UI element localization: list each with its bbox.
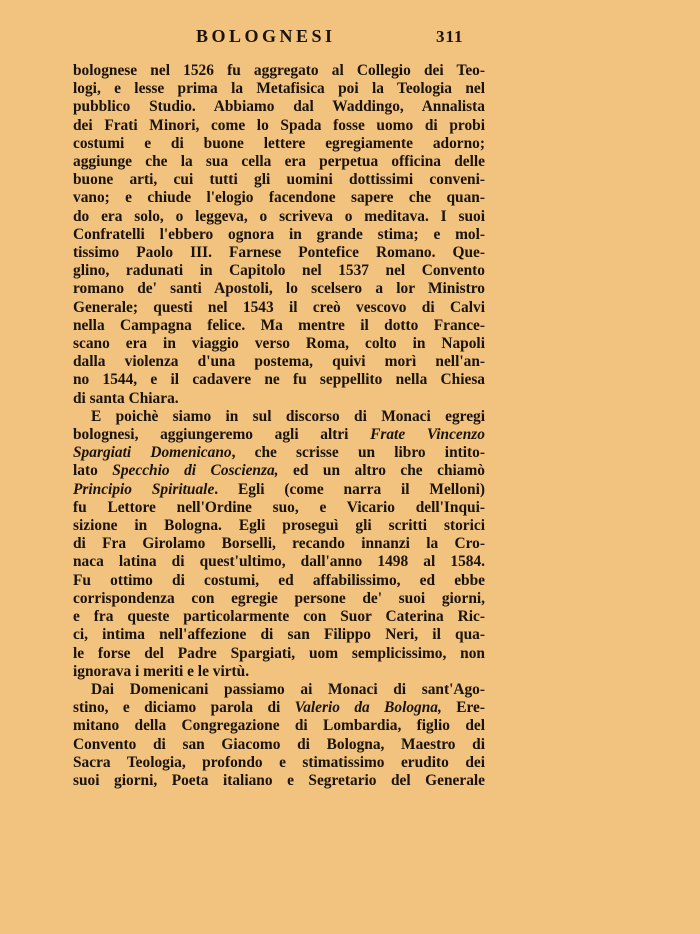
text-run: E poichè siamo in sul discorso di Monaci egregi: [91, 407, 485, 425]
text-line: [73, 426, 485, 444]
text-line: [73, 717, 485, 735]
text-run: . Egli (come narra il Melloni): [214, 480, 485, 498]
text-run: Confratelli l'ebbero ognora in grande stima; e mol-: [73, 225, 485, 243]
text-run: pubblico Studio. Abbiamo dal Waddingo, Annalista: [73, 98, 485, 116]
text-line: [73, 62, 485, 80]
text-run: corrispondenza con egregie persone de' suoi giorni,: [73, 589, 485, 607]
text-run: Convento di san Giacomo di Bologna, Maestro di: [73, 735, 485, 753]
text-line: [73, 371, 485, 389]
text-run: suoi giorni, Poeta italiano e Segretario del Generale: [73, 771, 485, 789]
text-line: [73, 171, 485, 189]
text-line: [73, 262, 485, 280]
text-run: di santa Chiara.: [73, 389, 179, 407]
text-run: tissimo Paolo III. Farnese Pontefice Romano. Que-: [73, 244, 485, 262]
text-line: [73, 135, 485, 153]
text-line: [73, 772, 485, 790]
page-header: [0, 26, 700, 52]
text-line: [73, 736, 485, 754]
paragraph: [73, 408, 485, 681]
text-line: [73, 572, 485, 590]
text-run: le forse del Padre Spargiati, uom semplicissimo, non: [73, 644, 485, 662]
text-run: ci, intima nell'affezione di san Filippo Neri, il qua-: [73, 626, 485, 644]
running-title: BOLOGNESI: [196, 26, 336, 46]
text-run: lato: [73, 462, 113, 480]
text-line: [73, 335, 485, 353]
text-line: [73, 226, 485, 244]
text-line: [73, 462, 485, 480]
text-run: bolognesi, aggiungeremo agli altri: [73, 426, 371, 444]
text-line: [73, 98, 485, 116]
text-run: naca latina di quest'ultimo, dall'anno 1498 al 1584.: [73, 553, 485, 571]
text-line: [73, 626, 485, 644]
text-line: [73, 645, 485, 663]
text-run: bolognese nel 1526 fu aggregato al Collegio dei Teo-: [73, 62, 485, 79]
page-number: 311: [436, 27, 464, 46]
text-run: mitano della Congregazione di Lombardia, figlio del: [73, 717, 485, 735]
italic-run: Principio Spirituale: [73, 480, 215, 498]
italic-run: Spargiati Domenicano: [73, 444, 232, 462]
text-line: [73, 153, 485, 171]
text-run: Generale; questi nel 1543 il creò vescovo di Calvi: [73, 298, 485, 316]
text-line: [73, 481, 485, 499]
text-line: [73, 280, 485, 298]
text-run: do era solo, o leggeva, o scriveva o meditava. I suoi: [73, 207, 485, 225]
text-line: [73, 80, 485, 98]
paragraph: [73, 681, 485, 790]
text-line: [73, 608, 485, 626]
text-run: logi, e lesse prima la Metafisica poi la Teologia nel: [73, 80, 485, 98]
text-run: ignorava i meriti e le virtù.: [73, 662, 250, 680]
text-run: scano era in viaggio verso Roma, colto in Napoli: [73, 335, 485, 353]
text-run: Ere-: [441, 699, 486, 717]
text-line: [73, 444, 485, 462]
text-line: [73, 299, 485, 317]
text-run: stino, e diciamo parola di: [73, 699, 295, 717]
text-run: vano; e chiude l'elogio facendone sapere che quan-: [73, 189, 485, 207]
text-line: [73, 681, 485, 699]
text-line: [73, 390, 485, 408]
text-run: e fra queste particolarmente con Suor Caterina Ric-: [73, 608, 485, 626]
text-line: [73, 499, 485, 517]
text-run: dalla violenza d'una postema, quivi morì nell'an-: [73, 353, 485, 371]
text-line: [73, 189, 485, 207]
text-line: [73, 244, 485, 262]
text-line: [73, 317, 485, 335]
text-run: sizione in Bologna. Egli proseguì gli scritti storici: [73, 517, 485, 535]
text-run: dei Frati Minori, come lo Spada fosse uomo di probi: [73, 116, 485, 134]
text-line: [73, 553, 485, 571]
text-run: costumi e di buone lettere egregiamente adorno;: [73, 134, 485, 152]
text-run: buone arti, cui tutti gli uomini dottissimi conveni-: [73, 171, 485, 189]
text-line: [73, 517, 485, 535]
text-line: [73, 208, 485, 226]
text-run: Fu ottimo di costumi, ed affabilissimo, ed ebbe: [73, 571, 485, 589]
text-line: [73, 663, 485, 681]
text-line: [73, 117, 485, 135]
text-run: Sacra Teologia, profondo e stimatissimo erudito dei: [73, 753, 485, 771]
text-run: Dai Domenicani passiamo ai Monaci di sant'Ago-: [91, 680, 485, 698]
text-line: [73, 353, 485, 371]
text-run: romano de' santi Apostoli, lo scelsero a lor Ministro: [73, 280, 485, 298]
text-run: , che scrisse un libro intito-: [231, 444, 485, 462]
italic-run: Specchio di Coscienza,: [112, 462, 279, 480]
text-run: di Fra Girolamo Borselli, recando innanzi la Cro-: [73, 535, 485, 553]
text-run: glino, radunati in Capitolo nel 1537 nel Convento: [73, 262, 485, 280]
text-run: no 1544, e il cadavere ne fu seppellito nella Chiesa: [73, 371, 485, 389]
text-run: aggiunge che la sua cella era perpetua officina delle: [73, 153, 485, 171]
text-line: [73, 754, 485, 772]
paragraph: [73, 62, 485, 408]
text-line: [73, 408, 485, 426]
italic-run: Valerio da Bologna,: [294, 699, 442, 717]
text-run: fu Lettore nell'Ordine suo, e Vicario dell'Inqui-: [73, 498, 485, 516]
text-line: [73, 590, 485, 608]
italic-run: Frate Vincenzo: [370, 426, 485, 444]
text-line: [73, 699, 485, 717]
text-run: ed un altro che chiamò: [278, 462, 485, 480]
text-run: nella Campagna felice. Ma mentre il dotto France-: [73, 316, 485, 334]
text-line: [73, 535, 485, 553]
body-text: [73, 62, 485, 790]
